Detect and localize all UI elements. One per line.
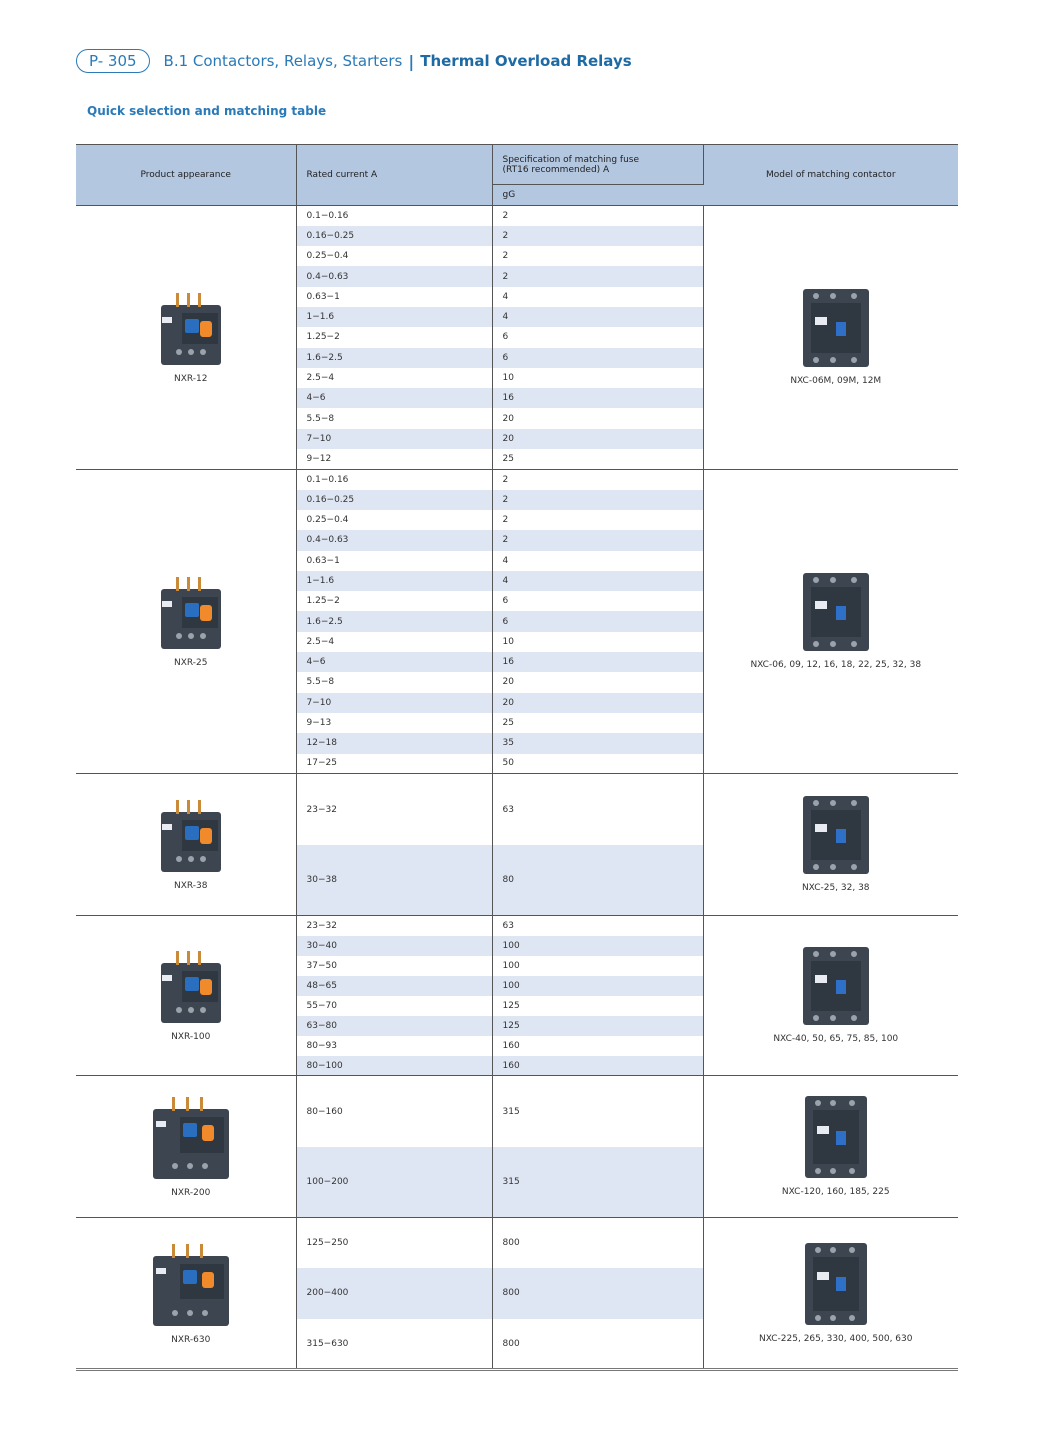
fuse-cell: 6 xyxy=(492,591,703,611)
fuse-cell: 20 xyxy=(492,693,703,713)
product-cell xyxy=(76,916,296,1076)
fuse-cell: 2 xyxy=(492,510,703,530)
fuse-cell: 4 xyxy=(492,551,703,571)
rated-current-cell: 0.16−0.25 xyxy=(296,490,492,510)
contactor-model: NXC-25, 32, 38 xyxy=(801,883,870,894)
fuse-cell: 4 xyxy=(492,287,703,307)
rated-current-cell: 1.25−2 xyxy=(296,327,492,347)
rated-current-cell: 0.63−1 xyxy=(296,551,492,571)
table-row xyxy=(76,1076,958,1147)
rated-current-cell: 0.25−0.4 xyxy=(296,510,492,530)
rated-current-cell: 0.16−0.25 xyxy=(296,226,492,246)
rated-current-cell: 55−70 xyxy=(296,996,492,1016)
rated-current-cell: 30−38 xyxy=(296,845,492,916)
rated-current-cell: 0.4−0.63 xyxy=(296,530,492,550)
product-name: NXR-38 xyxy=(174,881,208,892)
rated-current-cell: 80−160 xyxy=(296,1076,492,1147)
fuse-cell: 2 xyxy=(492,266,703,286)
fuse-cell: 800 xyxy=(492,1319,703,1370)
fuse-cell: 35 xyxy=(492,733,703,753)
fuse-cell: 2 xyxy=(492,469,703,489)
rated-current-cell: 4−6 xyxy=(296,652,492,672)
rated-current-cell: 0.63−1 xyxy=(296,287,492,307)
rated-current-cell: 30−40 xyxy=(296,936,492,956)
fuse-cell: 50 xyxy=(492,754,703,774)
selection-table xyxy=(76,144,958,1371)
rated-current-cell: 100−200 xyxy=(296,1147,492,1218)
rated-current-cell: 63−80 xyxy=(296,1016,492,1036)
fuse-cell: 63 xyxy=(492,916,703,936)
fuse-cell: 125 xyxy=(492,996,703,1016)
contactor-cell xyxy=(703,916,958,1076)
fuse-cell: 4 xyxy=(492,307,703,327)
rated-current-cell: 1−1.6 xyxy=(296,571,492,591)
rated-current-cell: 23−32 xyxy=(296,916,492,936)
rated-current-cell: 9−13 xyxy=(296,713,492,733)
fuse-cell: 2 xyxy=(492,226,703,246)
contactor-model: NXC-225, 265, 330, 400, 500, 630 xyxy=(759,1333,913,1344)
fuse-cell: 63 xyxy=(492,774,703,845)
relay-image xyxy=(145,1095,237,1179)
contactor-cell xyxy=(703,206,958,470)
fuse-cell: 80 xyxy=(492,845,703,916)
section-label: B.1 Contactors, Relays, Starters xyxy=(163,52,403,70)
table-row xyxy=(76,206,958,226)
fuse-cell: 16 xyxy=(492,388,703,408)
product-cell xyxy=(76,206,296,470)
fuse-cell: 800 xyxy=(492,1218,703,1268)
fuse-cell: 100 xyxy=(492,936,703,956)
rated-current-cell: 37−50 xyxy=(296,956,492,976)
header-contactor: Model of matching contactor xyxy=(703,145,958,206)
section-title: Thermal Overload Relays xyxy=(420,52,632,70)
page-header xyxy=(76,48,632,74)
product-name: NXR-12 xyxy=(174,373,208,384)
fuse-cell: 6 xyxy=(492,327,703,347)
fuse-cell: 125 xyxy=(492,1016,703,1036)
rated-current-cell: 9−12 xyxy=(296,449,492,469)
fuse-cell: 25 xyxy=(492,449,703,469)
product-group xyxy=(76,1218,958,1370)
page-number-badge: P- 305 xyxy=(76,49,150,73)
rated-current-cell: 0.25−0.4 xyxy=(296,246,492,266)
rated-current-cell: 7−10 xyxy=(296,693,492,713)
rated-current-cell: 80−93 xyxy=(296,1036,492,1056)
rated-current-cell: 17−25 xyxy=(296,754,492,774)
fuse-cell: 10 xyxy=(492,368,703,388)
rated-current-cell: 1.6−2.5 xyxy=(296,348,492,368)
rated-current-cell: 1−1.6 xyxy=(296,307,492,327)
product-cell xyxy=(76,774,296,916)
contactor-cell xyxy=(703,469,958,773)
rated-current-cell: 48−65 xyxy=(296,976,492,996)
relay-image xyxy=(153,798,229,872)
fuse-cell: 2 xyxy=(492,530,703,550)
product-group xyxy=(76,469,958,773)
rated-current-cell: 5.5−8 xyxy=(296,672,492,692)
contactor-cell xyxy=(703,774,958,916)
fuse-cell: 20 xyxy=(492,408,703,428)
rated-current-cell: 2.5−4 xyxy=(296,632,492,652)
table-row xyxy=(76,774,958,845)
fuse-cell: 20 xyxy=(492,429,703,449)
product-name: NXR-100 xyxy=(171,1032,211,1043)
rated-current-cell: 0.4−0.63 xyxy=(296,266,492,286)
contactor-model: NXC-40, 50, 65, 75, 85, 100 xyxy=(773,1034,899,1045)
product-name: NXR-25 xyxy=(174,658,208,669)
product-group xyxy=(76,774,958,916)
rated-current-cell: 125−250 xyxy=(296,1218,492,1268)
rated-current-cell: 1.6−2.5 xyxy=(296,611,492,631)
rated-current-cell: 0.1−0.16 xyxy=(296,206,492,226)
header-separator: | xyxy=(408,51,415,71)
contactor-model: NXC-06M, 09M, 12M xyxy=(790,375,882,386)
product-group xyxy=(76,206,958,470)
contactor-image xyxy=(801,1243,871,1325)
table-row xyxy=(76,1218,958,1268)
product-cell xyxy=(76,469,296,773)
fuse-cell: 20 xyxy=(492,672,703,692)
fuse-cell: 6 xyxy=(492,348,703,368)
table-subtitle: Quick selection and matching table xyxy=(87,104,327,118)
relay-image xyxy=(153,291,229,365)
table-row xyxy=(76,469,958,489)
fuse-cell: 800 xyxy=(492,1268,703,1319)
fuse-cell: 4 xyxy=(492,571,703,591)
contactor-image xyxy=(799,289,873,367)
fuse-cell: 16 xyxy=(492,652,703,672)
rated-current-cell: 315−630 xyxy=(296,1319,492,1370)
fuse-cell: 100 xyxy=(492,976,703,996)
contactor-image xyxy=(799,796,873,874)
fuse-cell: 315 xyxy=(492,1147,703,1218)
header-product: Product appearance xyxy=(76,145,296,206)
rated-current-cell: 12−18 xyxy=(296,733,492,753)
product-cell xyxy=(76,1218,296,1370)
product-group xyxy=(76,1076,958,1218)
fuse-cell: 25 xyxy=(492,713,703,733)
contactor-cell xyxy=(703,1076,958,1218)
product-cell xyxy=(76,1076,296,1218)
contactor-cell xyxy=(703,1218,958,1370)
header-fuse-gg: gG xyxy=(492,185,703,206)
rated-current-cell: 1.25−2 xyxy=(296,591,492,611)
rated-current-cell: 200−400 xyxy=(296,1268,492,1319)
fuse-cell: 160 xyxy=(492,1036,703,1056)
table-row xyxy=(76,916,958,936)
product-name: NXR-630 xyxy=(171,1334,211,1345)
fuse-cell: 6 xyxy=(492,611,703,631)
fuse-cell: 2 xyxy=(492,246,703,266)
relay-image xyxy=(145,1242,237,1326)
rated-current-cell: 2.5−4 xyxy=(296,368,492,388)
rated-current-cell: 23−32 xyxy=(296,774,492,845)
table-header xyxy=(76,145,958,206)
header-current: Rated current A xyxy=(296,145,492,206)
contactor-image xyxy=(799,947,873,1025)
fuse-cell: 2 xyxy=(492,490,703,510)
relay-image xyxy=(153,575,229,649)
rated-current-cell: 0.1−0.16 xyxy=(296,469,492,489)
fuse-cell: 100 xyxy=(492,956,703,976)
contactor-image xyxy=(799,573,873,651)
product-group xyxy=(76,916,958,1076)
rated-current-cell: 7−10 xyxy=(296,429,492,449)
contactor-model: NXC-120, 160, 185, 225 xyxy=(781,1187,890,1198)
relay-image xyxy=(153,949,229,1023)
fuse-cell: 160 xyxy=(492,1056,703,1076)
fuse-cell: 2 xyxy=(492,206,703,226)
rated-current-cell: 4−6 xyxy=(296,388,492,408)
product-name: NXR-200 xyxy=(171,1188,211,1199)
rated-current-cell: 80−100 xyxy=(296,1056,492,1076)
contactor-model: NXC-06, 09, 12, 16, 18, 22, 25, 32, 38 xyxy=(750,660,922,671)
fuse-cell: 315 xyxy=(492,1076,703,1147)
rated-current-cell: 5.5−8 xyxy=(296,408,492,428)
header-fuse: Specification of matching fuse (RT16 recommended) A xyxy=(492,145,703,185)
contactor-image xyxy=(801,1096,871,1178)
fuse-cell: 10 xyxy=(492,632,703,652)
